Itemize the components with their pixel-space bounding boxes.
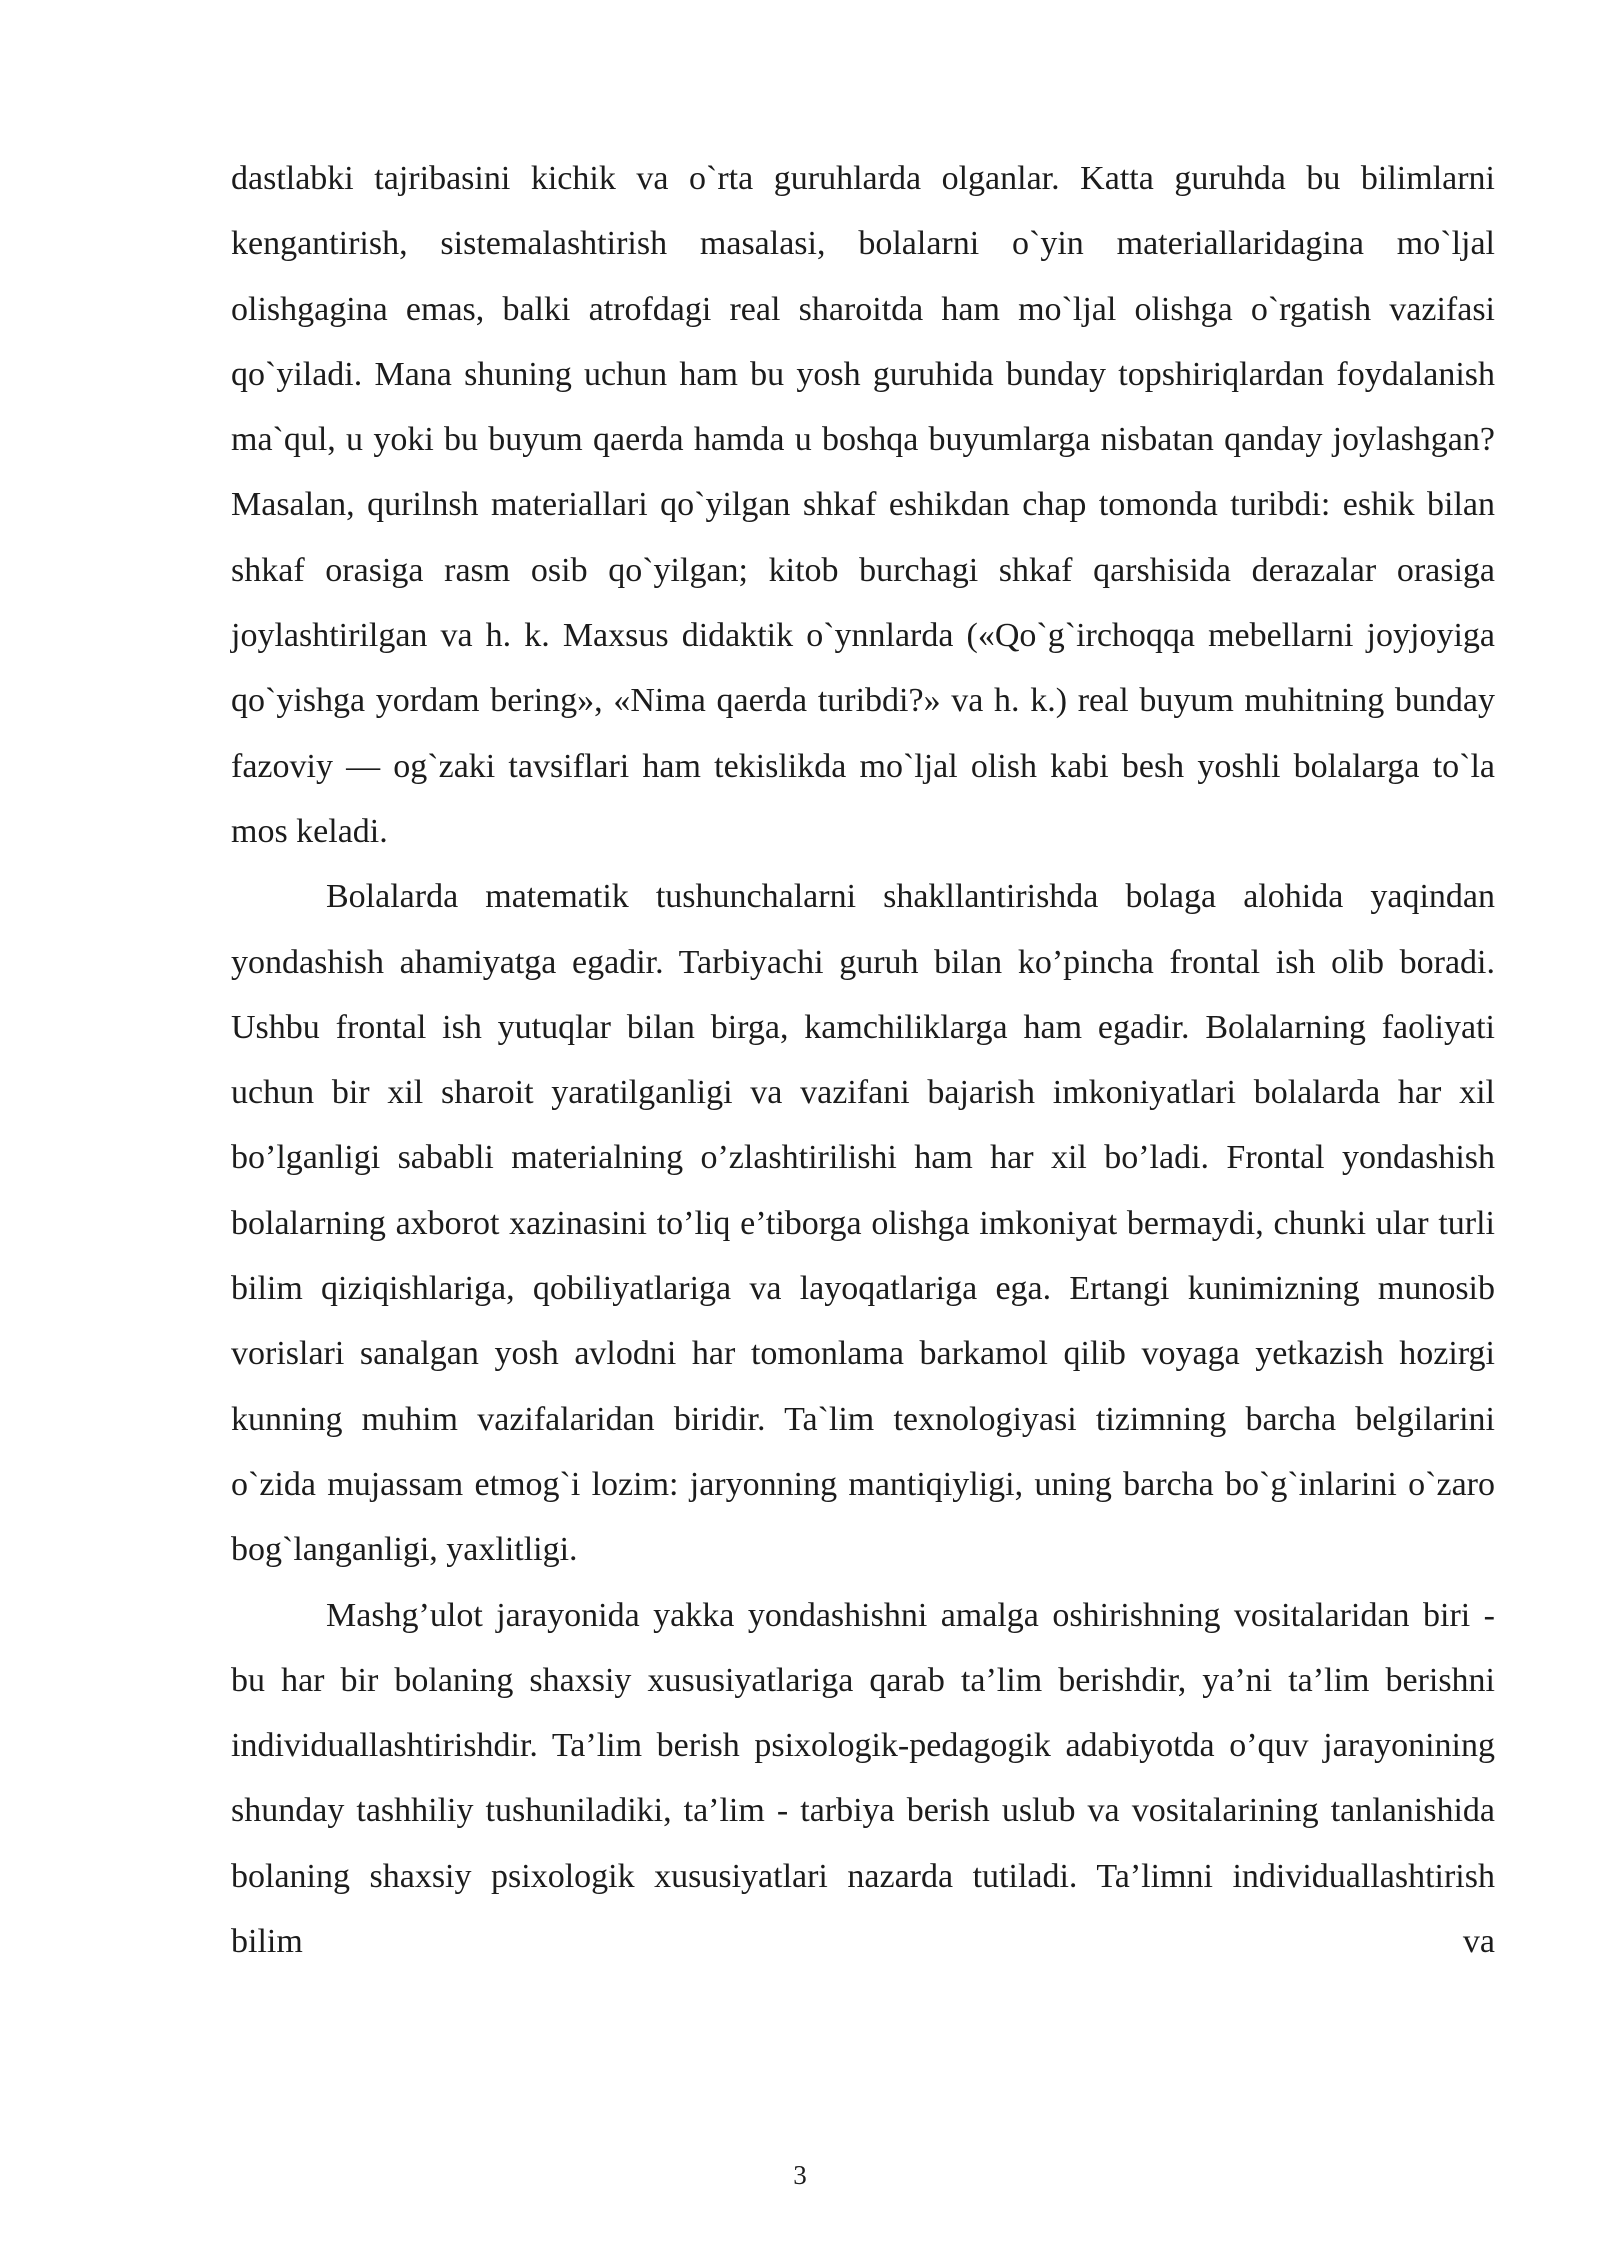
page-number: 3 (793, 2160, 807, 2190)
paragraph-3: Mashg’ulot jarayonida yakka yondashishni amalga oshirishning vositalaridan biri - bu har bir bolaning shaxsiy xususiyatlariga qarab ta’lim berishdir, ya’ni ta’lim berishni individuallashtirishdir. Ta’lim berish psixologik-pedagogik adabiyotda o’quv jarayonining shunday tashhiliy tushuniladiki, ta’lim - tarbiya berish uslub va vositalarining tanlanishida bolaning shaxsiy psixologik xususiyatlari nazarda tutiladi. Ta’limni individuallashtirish bilim va (231, 1596, 1495, 1961)
paragraph-1: dastlabki tajribasini kichik va o`rta guruhlarda olganlar. Katta guruhda bu bilimlarni kengantirish, sistemalashtirish masalasi, bolalarni o`yin materiallaridagina mo`ljal olishgagina emas, balki atrofdagi real sharoitda ham mo`ljal olishga o`rgatish vazifasi qo`yiladi. Mana shuning uchun ham bu yosh guruhida bunday topshiriqlardan foydalanish ma`qul, u yoki bu buyum qaerda hamda u boshqa buyumlarga nisbatan qanday joylashgan? Masalan, qurilnsh materiallari qo`yilgan shkaf eshikdan chap tomonda turibdi: eshik bilan shkaf orasiga rasm osib qo`yilgan; kitob burchagi shkaf qarshisida derazalar orasiga joylashtirilgan va h. k. Maxsus didaktik o`ynnlarda («Qo`g`irchoqqa mebellarni joyjoyiga qo`yishga yordam bering», «Nima qaerda turibdi?» va h. k.) real buyum muhitning bunday fazoviy — og`zaki tavsiflari ham tekislikda mo`ljal olish kabi besh yoshli bolalarga to`la mos keladi. (231, 160, 1495, 850)
paragraph-2: Bolalarda matematik tushunchalarni shakllantirishda bolaga alohida yaqindan yondashish ahamiyatga egadir. Tarbiyachi guruh bilan ko’pincha frontal ish olib boradi. Ushbu frontal ish yutuqlar bilan birga, kamchiliklarga ham egadir. Bolalarning faoliyati uchun bir xil sharoit yaratilganligi va vazifani bajarish imkoniyatlari bolalarda har xil bo’lganligi sababli materialning o’zlashtirilishi ham har xil bo’ladi. Frontal yondashish bolalarning axborot xazinasini to’liq e’tiborga olishga imkoniyat bermaydi, chunki ular turli bilim qiziqishlariga, qobiliyatlariga va layoqatlariga ega. Ertangi kunimizning munosib vorislari sanalgan yosh avlodni har tomonlama barkamol qilib voyaga yetkazish hozirgi kunning muhim vazifalaridan biridir. Ta`lim texnologiyasi tizimning barcha belgilarini o`zida mujassam etmog`i lozim: jaryonning mantiqiyligi, uning barcha bo`g`inlarini o`zaro bog`langanligi, yaxlitligi. (231, 878, 1495, 1569)
body-text (231, 146, 1495, 1974)
